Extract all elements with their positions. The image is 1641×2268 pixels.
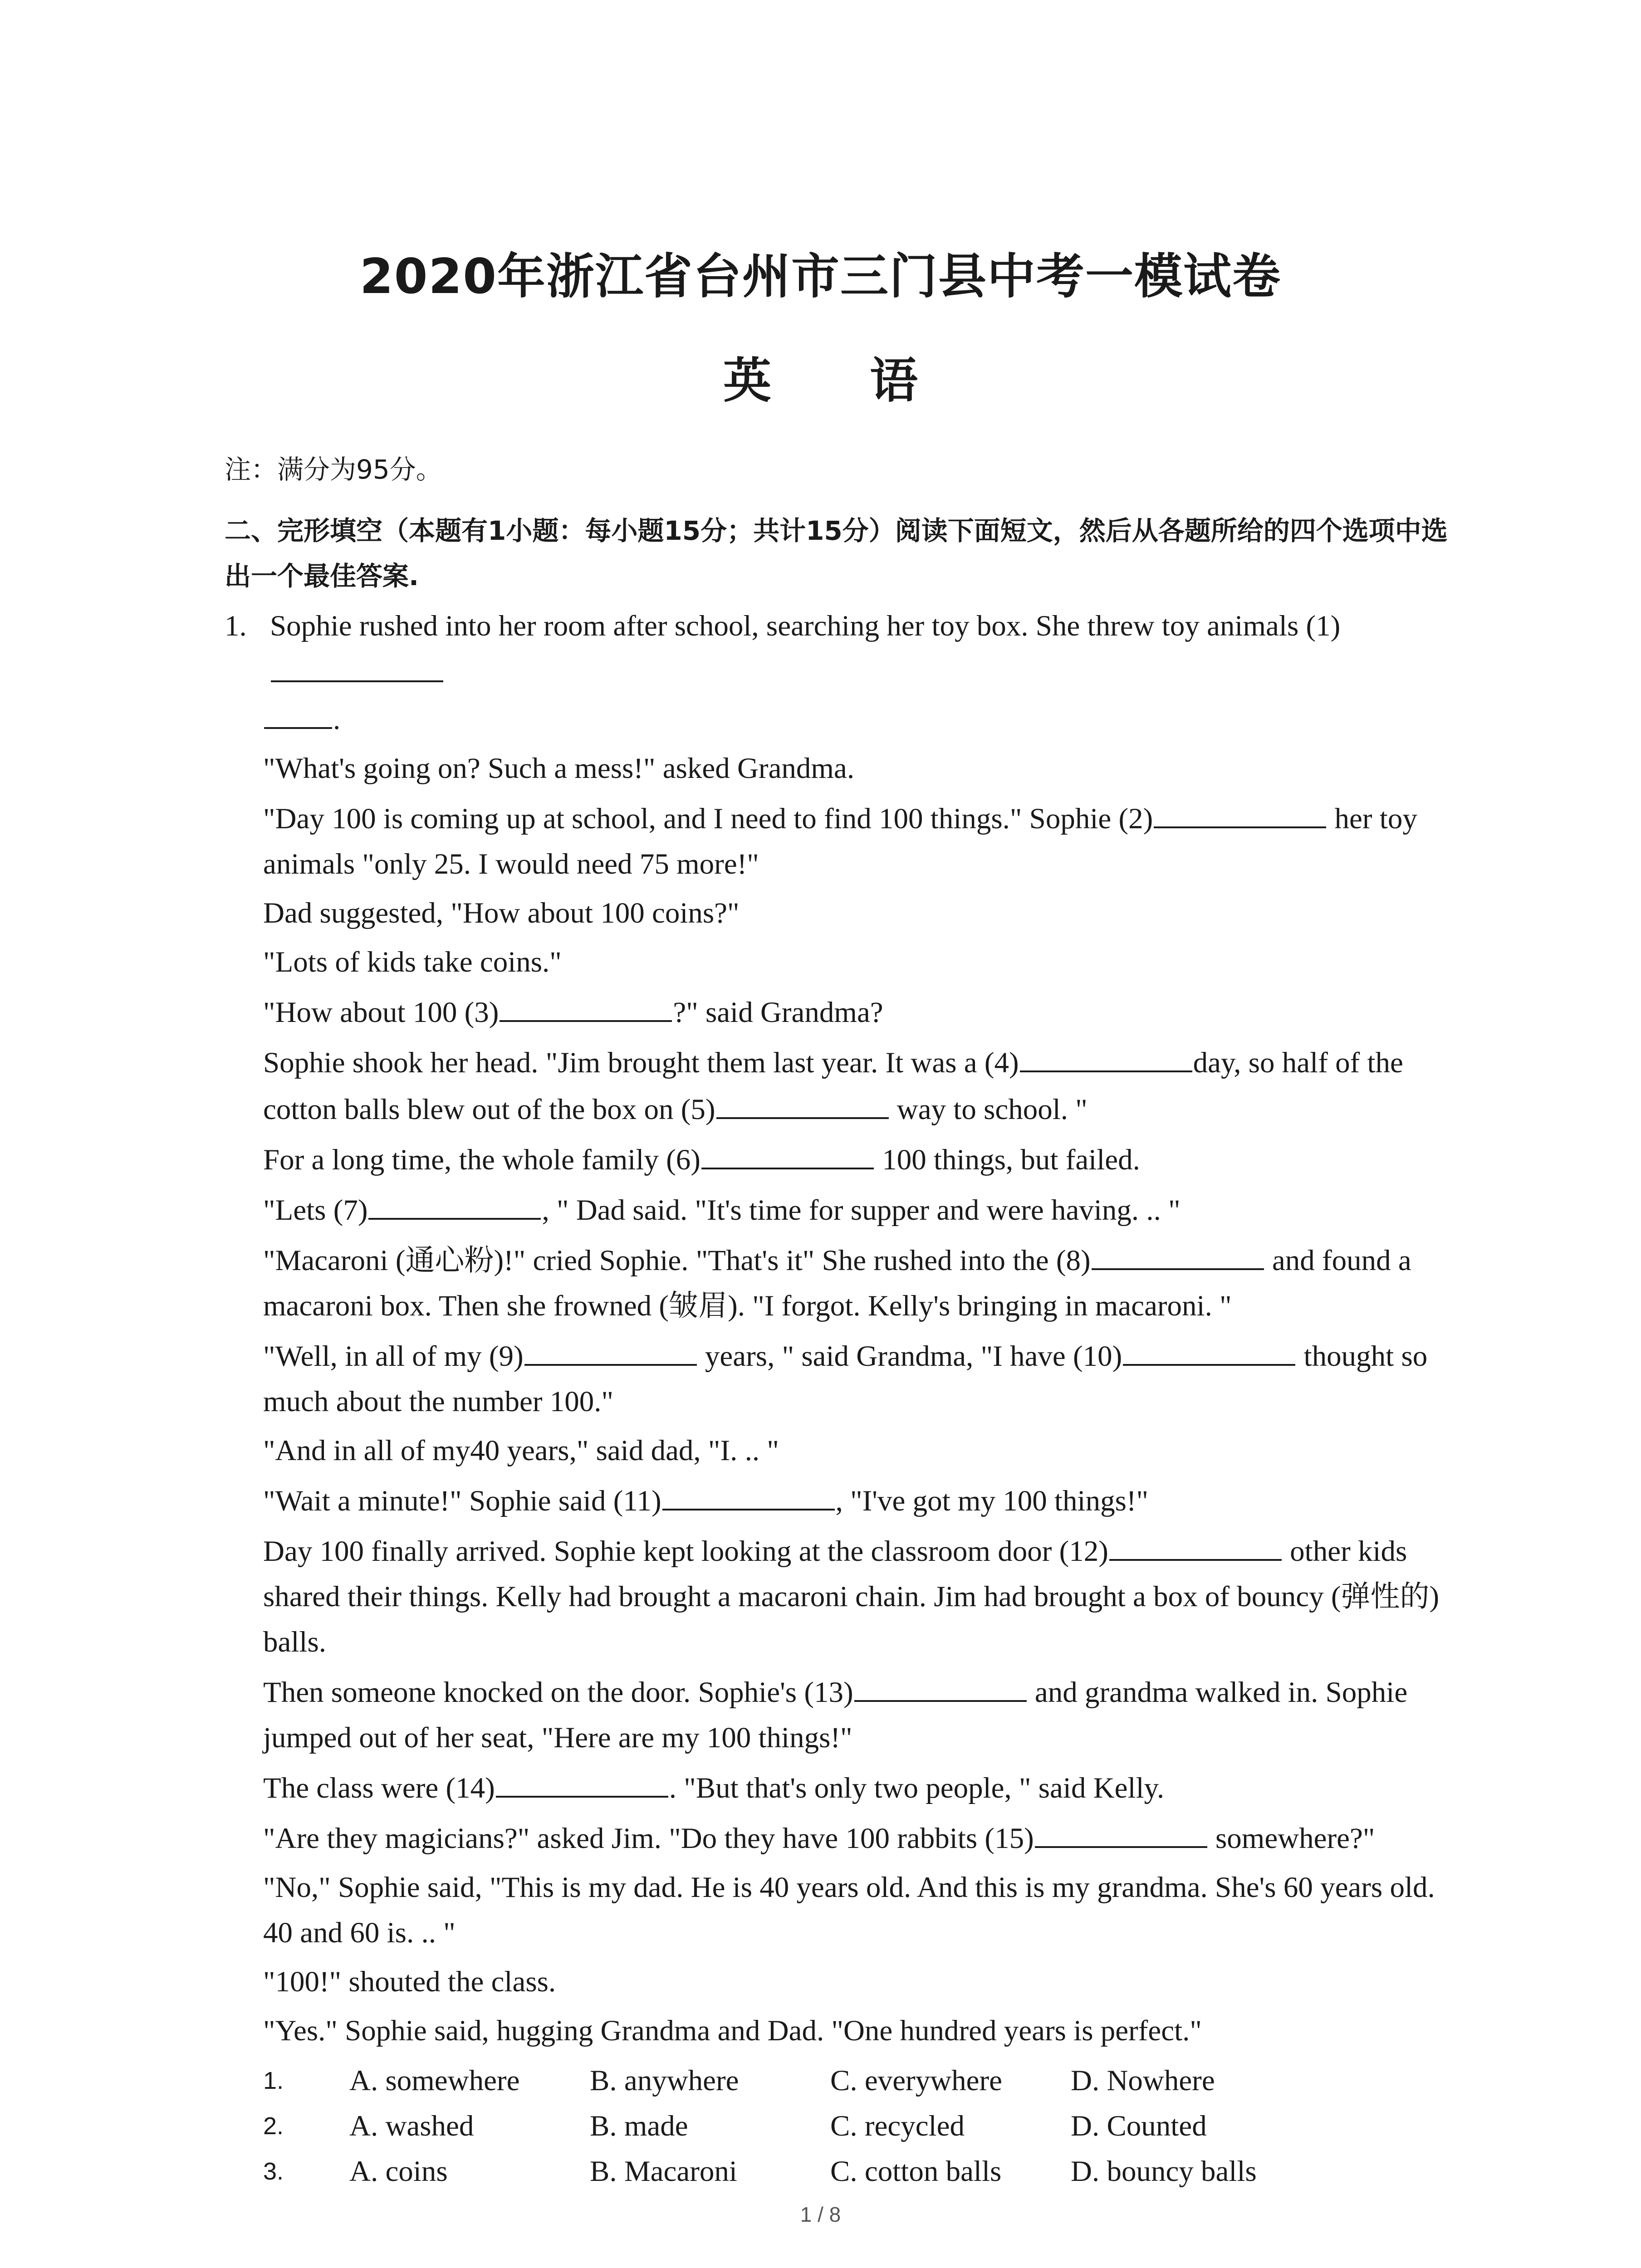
answer-blank-12[interactable]: [1109, 1527, 1282, 1561]
option-row: [263, 2058, 1459, 2103]
passage-paragraph: [225, 1865, 1459, 1955]
question-text-end: .: [333, 703, 341, 736]
passage-paragraph: [225, 1039, 1459, 1132]
question-first-line-continued: [225, 695, 1459, 742]
paragraph-text: "Macaroni (通心粉)!" cried Sophie. "That's it" She rushed into the (8): [263, 1244, 1091, 1277]
paragraph-text: way to school. ": [889, 1093, 1087, 1126]
answer-blank-3[interactable]: [500, 988, 672, 1022]
passage-paragraph: [225, 988, 1459, 1035]
page-number: 1 / 8: [800, 2203, 841, 2226]
paragraph-text: "Well, in all of my (9): [263, 1340, 524, 1373]
answer-blank-8[interactable]: [1092, 1237, 1264, 1270]
option-row-number: 1.: [263, 2067, 284, 2094]
paragraph-text: "How about 100 (3): [263, 996, 499, 1029]
passage-paragraph: [225, 1428, 1459, 1473]
option-b[interactable]: B. made: [590, 2110, 688, 2142]
paragraph-text: , "I've got my 100 things!": [835, 1485, 1149, 1517]
paragraph-text: Dad suggested, "How about 100 coins?": [263, 897, 740, 929]
passage-paragraph: [225, 1136, 1459, 1183]
option-row-number: 3.: [263, 2158, 284, 2185]
paragraph-text: The class were (14): [263, 1772, 495, 1804]
passage-paragraph: [225, 1764, 1459, 1811]
answer-blank-15[interactable]: [1035, 1814, 1207, 1848]
answer-blank-7[interactable]: [368, 1186, 541, 1220]
paragraph-text: ?" said Grandma?: [673, 996, 883, 1029]
answer-blank-9[interactable]: [524, 1332, 697, 1366]
passage-paragraph: [225, 746, 1459, 791]
passage-paragraph: [225, 1814, 1459, 1861]
paragraph-text: 100 things, but failed.: [874, 1144, 1140, 1176]
option-c[interactable]: C. cotton balls: [830, 2155, 1002, 2188]
paragraph-text: "No," Sophie said, "This is my dad. He is 40 years old. And this is my grandma. She's 60 years old. 40 and 60 is. .. ": [263, 1871, 1435, 1949]
option-row: [263, 2149, 1459, 2194]
section-heading: 二、完形填空（本题有1小题：每小题15分；共计15分）阅读下面短文，然后从各题所给的四个选项中选出一个最佳答案.: [225, 515, 1448, 591]
paragraph-text: "What's going on? Such a mess!" asked Grandma.: [263, 752, 855, 785]
paragraph-text: and grandma walked in. Sophie jumped out of her seat, "Here are my 100 things!": [263, 1676, 1408, 1754]
paragraph-text: , " Dad said. "It's time for supper and were having. .. ": [542, 1194, 1181, 1227]
answer-blank-13[interactable]: [854, 1668, 1027, 1702]
answer-blank-5[interactable]: [716, 1085, 889, 1119]
passage-paragraph: [225, 795, 1459, 887]
paragraph-text: For a long time, the whole family (6): [263, 1144, 700, 1176]
question-header: [225, 603, 1459, 695]
option-d[interactable]: D. Nowhere: [1071, 2064, 1215, 2097]
paragraph-text: . "But that's only two people, " said Kelly.: [669, 1772, 1165, 1804]
option-c[interactable]: C. recycled: [830, 2110, 965, 2142]
answer-blank-1[interactable]: [271, 649, 443, 682]
option-d[interactable]: D. Counted: [1071, 2110, 1207, 2142]
passage-paragraph: [225, 1477, 1459, 1524]
answer-blank-14[interactable]: [496, 1764, 668, 1798]
paragraph-text: "Day 100 is coming up at school, and I need to find 100 things." Sophie (2): [263, 802, 1153, 835]
option-a[interactable]: A. washed: [349, 2110, 474, 2142]
passage-paragraph: [225, 1332, 1459, 1424]
question-text-start: Sophie rushed into her room after school, searching her toy box. She threw toy animals (1): [270, 610, 1341, 642]
paragraph-text: and found a macaroni box. Then she frowned (皱眉). "I forgot. Kelly's bringing in macaroni. ": [263, 1244, 1411, 1322]
score-note: 注：满分为95分。: [225, 454, 442, 485]
option-row-number: 2.: [263, 2112, 284, 2140]
answer-blank-10[interactable]: [1123, 1332, 1295, 1366]
answer-blank-1-continued[interactable]: [264, 695, 332, 729]
passage-paragraph: [225, 1237, 1459, 1329]
option-b[interactable]: B. anywhere: [590, 2064, 739, 2097]
paragraph-text: "Lets (7): [263, 1194, 368, 1227]
answer-blank-6[interactable]: [701, 1136, 874, 1169]
passage-paragraph: [225, 2008, 1459, 2053]
paragraph-text: "Lots of kids take coins.": [263, 946, 562, 978]
paragraph-text: thought so much about the number 100.": [263, 1340, 1428, 1418]
passage-paragraph: [225, 939, 1459, 985]
option-row: [263, 2103, 1459, 2149]
paragraph-text: "Wait a minute!" Sophie said (11): [263, 1485, 661, 1517]
option-a[interactable]: A. coins: [349, 2155, 448, 2188]
paragraph-text: day, so half of the cotton balls blew out of the box on (5): [263, 1046, 1403, 1126]
passage-paragraph: [225, 1959, 1459, 2004]
passage-paragraph: [225, 890, 1459, 936]
passage-paragraph: [225, 1186, 1459, 1233]
passage-paragraph: [225, 1527, 1459, 1665]
exam-title: 2020年浙江省台州市三门县中考一模试卷: [359, 249, 1282, 304]
paragraph-text: other kids shared their things. Kelly had brought a macaroni chain. Jim had brought a box of bouncy (弹性的) balls.: [263, 1535, 1440, 1658]
option-c[interactable]: C. everywhere: [830, 2064, 1002, 2097]
paragraph-text: her toy animals "only 25. I would need 75 more!": [263, 802, 1417, 880]
paragraph-text: "Yes." Sophie said, hugging Grandma and Dad. "One hundred years is perfect.": [263, 2014, 1202, 2047]
option-b[interactable]: B. Macaroni: [590, 2155, 737, 2188]
paragraph-text: Sophie shook her head. "Jim brought them last year. It was a (4): [263, 1046, 1019, 1079]
paragraph-text: Day 100 finally arrived. Sophie kept looking at the classroom door (12): [263, 1535, 1108, 1568]
answer-blank-2[interactable]: [1154, 795, 1326, 828]
paragraph-text: "Are they magicians?" asked Jim. "Do they have 100 rabbits (15): [263, 1822, 1034, 1855]
option-d[interactable]: D. bouncy balls: [1071, 2155, 1257, 2188]
question-first-line: [270, 603, 1459, 695]
paragraph-text: years, " said Grandma, "I have (10): [697, 1340, 1122, 1373]
answer-options: [225, 2058, 1459, 2194]
question-number: 1.: [225, 610, 247, 642]
paragraph-text: Then someone knocked on the door. Sophie's (13): [263, 1676, 853, 1709]
passage-paragraph: [225, 1668, 1459, 1760]
paragraph-text: "And in all of my40 years," said dad, "I. .. ": [263, 1434, 779, 1467]
answer-blank-11[interactable]: [662, 1477, 835, 1510]
paragraph-text: "100!" shouted the class.: [263, 1965, 556, 1998]
cloze-passage: [225, 603, 1459, 2194]
exam-subject: 英 语: [723, 353, 959, 409]
answer-blank-4[interactable]: [1020, 1039, 1192, 1072]
paragraph-text: somewhere?": [1208, 1822, 1375, 1855]
option-a[interactable]: A. somewhere: [349, 2064, 520, 2097]
